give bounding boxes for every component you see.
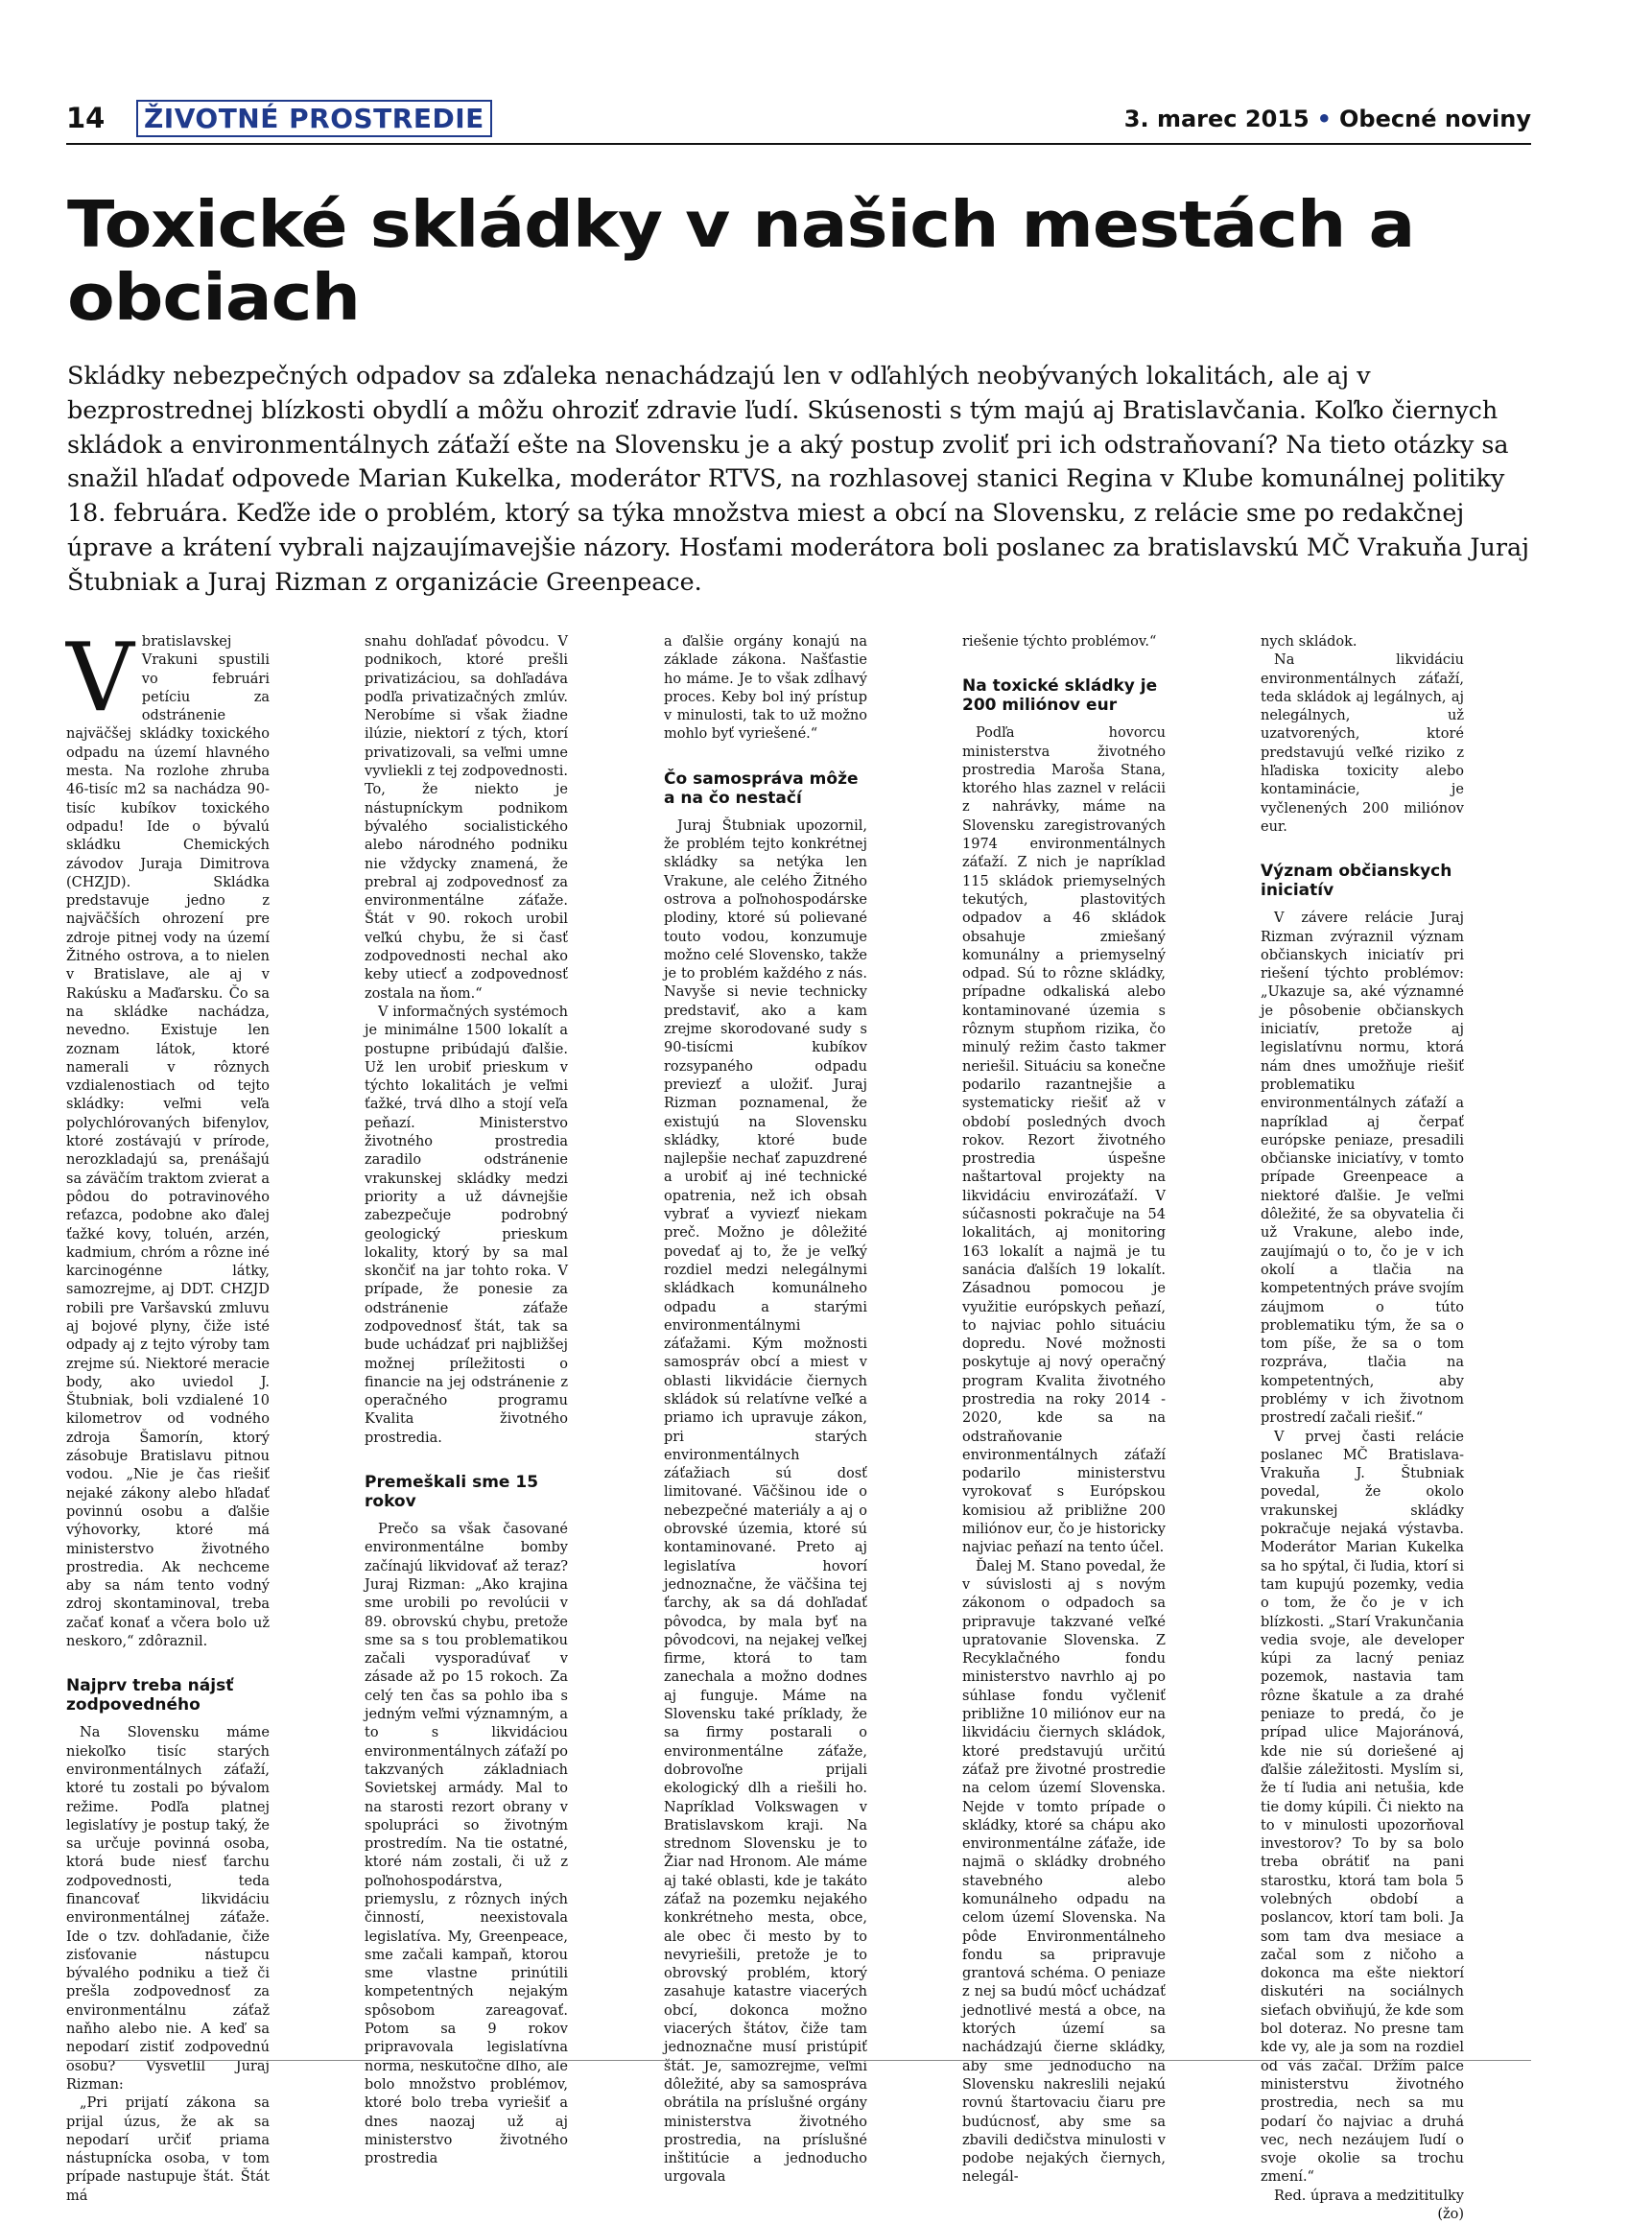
paragraph: V prvej časti relácie poslanec MČ Bratislava-Vrakuňa J. Štubniak povedal, že okolo vrakunskej skládky pokračuje nejaká výstavba. Moderátor Marian Kukelka sa ho spýtal, či ľudia, ktorí si tam kupujú pozemky, vedia o tom, že čo je v ich blízkosti. „Starí Vrakunčania vedia svoje, ale developer kúpi za lacný peniaz pozemok, nastavia tam rôzne škatule a za drahé peniaze to predá, čo je prípad ulice Majoránová, kde nie sú doriešené aj ďalšie záležitosti. Myslím si, že tí ľudia ani netušia, kde tie domy kúpili. Či niekto na to v minulosti upozorňoval investorov? To by sa bolo treba obrátiť na pani starostku, ktorá tam bola 5 volebných období a poslancov, ktorí tam boli. Ja som tam dva mesiace a začal som z ničoho a dokonca ma ešte niektorí diskutéri na sociálnych sieťach obviňujú, že kde som bol doteraz. No presne tam kde vy, ale ja som na rozdiel od vás začal. Držím palce ministerstvu životného prostredia, nech sa mu podarí čo najviac a druhá vec, nech nezáujem ľudí o svoje okolie sa trochu zmení.“ [1261, 1429, 1464, 2186]
page-number: 14 [66, 102, 106, 134]
paragraph: snahu dohľadať pôvodcu. V podnikoch, ktoré prešli privatizáciou, sa dohľadáva podľa privatizačných zmlúv. Nerobíme si však žiadne ilúzie, niektorí z tých, ktorí privatizovali, sa veľmi umne vyvliekli z tej zodpovednosti. To, že niekto je nástupníckym podnikom bývalého socialistického alebo národného podniku nie vždycky znamená, že prebral aj zodpovednosť za environmentálne záťaže. Štát v 90. rokoch urobil veľkú chybu, že si časť zodpovednosti nechal ako keby utiecť a zodpovednosť zostala na ňom.“ [365, 634, 568, 1002]
subheading: Na toxické skládky je 200 miliónov eur [962, 676, 1158, 716]
paragraph: riešenie týchto problémov.“ [962, 634, 1157, 650]
article-lead: Skládky nebezpečných odpadov sa zďaleka nenachádzajú len v odľahlých neobývaných lokalitách, ale aj v bezprostrednej blízkosti obydlí a môžu ohroziť zdravie ľudí. Skúsenosti s tým majú aj Bratislavčania. Koľko čiernych skládok a environmentálnych záťaží ešte na Slovensku je a aký postup zvoliť pri ich odstraňovaní? Na tieto otázky sa snažil hľadať odpovede Marian Kukelka, moderátor RTVS, na rozhlasovej stanici Regina v Klube komunálnej politiky 18. februára. Keďže ide o problém, ktorý sa týka množstva miest a obcí na Slovensku, z relácie sme po redakčnej úprave a krátení vybrali najzaujímavejšie názory. Hosťami moderátora boli poslanec za bratislavskú MČ Vrakuňa Juraj Štubniak a Juraj Rizman z organizácie Greenpeace. [67, 361, 1529, 596]
column-4 [962, 633, 1166, 2186]
column-3 [664, 633, 867, 2186]
section-label: ŽIVOTNÉ PROSTREDIE [136, 100, 492, 137]
paragraph: Na likvidáciu environmentálnych záťaží, teda skládok aj legálnych, aj nelegálnych, už uzatvorených, ktoré predstavujú veľké riziko z hľadiska toxicity alebo kontaminácie, je vyčlenených 200 miliónov eur. [1261, 652, 1464, 835]
subheading: Najprv treba nájsť zodpovedného [66, 1676, 234, 1715]
subheading: Premeškali sme 15 rokov [365, 1473, 539, 1512]
paragraph: Juraj Štubniak upozornil, že problém tejto konkrétnej skládky sa netýka len Vrakune, ale celého Žitného ostrova a poľnohospodárske plodiny, ktoré sú polievané touto vodou, konzumuje možno celé Slovensko, takže je to problém každého z nás. Navyše si nevie technicky predstaviť, ako a kam zrejme skorodované sudy s 90-tisícmi kubíkov rozsypaného odpadu previezť a uložiť. Juraj Rizman poznamenal, že existujú na Slovensku skládky, ktoré bude najlepšie nechať zapuzdrené a urobiť aj iné technické opatrenia, než ich obsah vybrať a vyviezť niekam preč. Možno je dôležité povedať aj to, že je veľký rozdiel medzi nelegálnymi skládkach komunálneho odpadu a starými environmentálnymi záťažami. Kým možnosti samospráv obcí a miest v oblasti likvidácie čiernych skládok sú relatívne veľké a priamo ich upravuje zákon, pri starých environmentálnych záťažiach sú dosť limitované. Väčšinou ide o nebezpečné materiály a aj o obrovské územia, ktoré sú kontaminované. Preto aj legislatíva hovorí jednoznačne, že väčšina tej ťarchy, ak sa dá dohľadať pôvodca, by mala byť na pôvodcovi, na nejakej veľkej firme, ktorá to tam zanechala a možno dodnes aj funguje. Máme na Slovensku také príklady, že sa firmy postarali o environmentálne záťaže, dobrovoľne prijali ekologický dlh a riešili ho. Napríklad Volkswagen v Bratislavskom kraji. Na strednom Slovensku je to Žiar nad Hronom. Ale máme aj také oblasti, kde je takáto záťaž na pozemku nejakého konkrétneho mesta, obce, ale obec či mesto by to nevyriešili, pretože je to obrovský problém, ktorý zasahuje katastre viacerých obcí, dokonca možno viacerých štátov, čiže tam jednoznačne musí pristúpiť štát. Je, samozrejme, veľmi dôležité, aby sa samospráva obrátila na príslušné orgány ministerstva životného prostredia, na príslušné inštitúcie a jednoducho urgovala [664, 817, 867, 2186]
paragraph: V informačných systémoch je minimálne 1500 lokalít a postupne pribúdajú ďalšie. Už len urobiť prieskum v týchto lokalitách je veľmi ťažké, trvá dlho a stojí veľa peňazí. Ministerstvo životného prostredia zaradilo odstránenie vrakunskej skládky medzi priority a už dávnejšie zabezpečuje podrobný geologický prieskum lokality, ktorý by sa mal skončiť na jar tohto roka. V prípade, že ponesie za odstránenie záťaže zodpovednosť štát, tak sa bude uchádzať pri najbližšej možnej príležitosti o financie na jej odstránenie z operačného programu Kvalita životného prostredia. [365, 1004, 568, 1446]
issue-date: 3. marec 2015 [1123, 106, 1310, 132]
paragraph: Na Slovensku máme niekoľko tisíc starých environmentálnych záťaží, ktoré tu zostali po bývalom režime. Podľa platnej legislatívy je postup taký, že sa určuje povinná osoba, ktorá bude niesť ťarchu zodpovednosti, teda financovať likvidáciu environmentálnej záťaže. Ide o tzv. dohľadanie, čiže zisťovanie nástupcu bývalého podniku a tiež či prešla zodpovednosť za environmentálnu záťaž naňho alebo nie. A keď sa nepodarí zistiť zodpovednú osobu? Vysvetlil Juraj Rizman: [66, 1725, 270, 2093]
page-header [66, 100, 1531, 142]
subheading: Význam občianskych iniciatív [1261, 862, 1452, 901]
issue-info [1124, 106, 1531, 132]
subheading: Čo samospráva môže a na čo nestačí [664, 769, 859, 808]
column-5 [1261, 633, 1464, 2223]
author-initials: (žo) [1437, 2207, 1464, 2223]
drop-cap: V [66, 624, 134, 733]
paragraph: V závere relácie Juraj Rizman zvýraznil význam občianskych iniciatív pri riešení týchto problémov: „Ukazuje sa, aké významné je pôsobenie občianskych iniciatív, pretože aj legislatívnu normu, ktorá nám dnes umožňuje riešiť problematiku environmentálnych záťaží a napríklad aj čerpať európske peniaze, presadili občianske iniciatívy, v tomto prípade Greenpeace a niektoré ďalšie. Je veľmi dôležité, že sa obyvatelia či už Vrakune, alebo inde, zaujímajú o to, čo je v ich okolí a tlačia na kompetentných práve svojím záujmom o túto problematiku tým, že sa o tom píše, že sa o tom rozpráva, tlačia na kompetentných, aby problémy v ich životnom prostredí začali riešiť.“ [1261, 911, 1464, 1427]
paragraph: a ďalšie orgány konajú na základe zákona. Našťastie ho máme. Je to však zdĺhavý proces. Keby bol iný prístup v minulosti, tak to už možno mohlo byť vyriešené.“ [664, 634, 867, 743]
publication-name: Obecné noviny [1339, 106, 1531, 132]
column-2 [365, 633, 568, 2167]
paragraph: Podľa hovorcu ministerstva životného prostredia Maroša Stana, ktorého hlas zaznel v relácii z nahrávky, máme na Slovensku zaregistrovaných 1974 environmentálnych záťaží. Z nich je napríklad 115 skládok priemyselných tekutých, plastovitých odpadov a 46 skládok obsahuje zmiešaný komunálny a priemyselný odpad. Sú to rôzne skládky, prípadne odkaliská alebo kontaminované územia s rôznym stupňom rizika, čo minulý režim často takmer neriešil. Situáciu sa konečne podarilo razantnejšie a systematicky riešiť až v období posledných dvoch rokov. Rezort životného prostredia úspešne naštartoval projekty na likvidáciu envirozáťaží. V súčasnosti pokračuje na 54 lokalitách, aj monitoring 163 lokalít a najmä je tu sanácia ďalších 19 lokalít. Zásadnou pomocou je využitie európskych peňazí, to najviac pohlo situáciu dopredu. Nové možnosti poskytuje aj nový operačný program Kvalita životného prostredia na roky 2014 - 2020, kde sa na odstraňovanie environmentálnych záťaží podarilo ministerstvu vyrokovať s Európskou komisiou až približne 200 miliónov eur, čo je historicky najviac peňazí na tento účel. [962, 725, 1166, 1556]
column-1 [66, 624, 270, 2204]
paragraph: nych skládok. [1261, 634, 1357, 650]
paragraph: bratislavskej Vrakuni spustili vo februári petíciu za odstránenie najväčšej skládky toxického odpadu na území hlavného mesta. Na rozlohe zhruba 46-tisíc m2 sa nachádza 90-tisíc kubíkov toxického odpadu! Ide o bývalú skládku Chemických závodov Juraja Dimitrova (CHZJD). Skládka predstavuje jedno z najväčších ohrození pre zdroje pitnej vody na území Žitného ostrova, a to nielen v Bratislave, ale aj v Rakúsku a Maďarsku. Čo sa na skládke nachádza, nevedno. Existuje len zoznam látok, ktoré namerali v rôznych vzdialenostiach od tejto skládky: veľmi veľa polychlórovaných bifenylov, ktoré zostávajú v prírode, nerozkladajú sa, prenášajú sa záväčím traktom zvierat a pôdou do potravinového reťazca, podobne ako ďalej ťažké kovy, toluén, arzén, kadmium, chróm a rôzne iné karcinogénne látky, samozrejme, aj DDT. CHZJD robili pre Varšavskú zmluvu aj bojové plyny, čiže isté odpady aj z tejto výroby tam zrejme sú. Niektoré meracie body, ako uviedol J. Štubniak, boli vzdialené 10 kilometrov od vodného zdroja Šamorín, ktorý zásobuje Bratislavu pitnou vodou. „Nie je čas riešiť nejaké zákony alebo hľadať povinnú osobu a ďalšie výhovorky, ktoré má ministerstvo životného prostredia. Ak nechceme aby sa nám tento vodný zdroj skontaminoval, treba začať konať a včera bolo už neskoro,“ zdôraznil. [66, 634, 270, 1650]
paragraph: Prečo sa však časované environmentálne bomby začínajú likvidovať až teraz? Juraj Rizman: „Ako krajina sme urobili po revolúcii v 89. obrovskú chybu, pretože sme sa s tou problematikou začali vysporadúvať v zásade až po 15 rokoch. Za celý ten čas sa pohlo iba s jedným veľmi významným, a to s likvidáciou environmentálnych záťaží po takzvaných základniach Sovietskej armády. Mal to na starosti rezort obrany v spolupráci so životným prostredím. Na tie ostatné, ktoré nám zostali, či už z poľnohospodárstva, priemyslu, z rôznych iných činností, neexistovala legislatíva. My, Greenpeace, sme začali kampaň, ktorou sme vlastne prinútili kompetentných nejakým spôsobom zareagovať. Potom sa 9 rokov pripravovala legislatívna norma, neskutočne dlho, ale bolo množstvo problémov, ktoré bolo treba vyriešiť a dnes naozaj už aj ministerstvo životného prostredia [365, 1522, 568, 2167]
editorial-credit: Red. úprava a medzititulky [1273, 2188, 1464, 2204]
header-rule [66, 143, 1531, 145]
paragraph: Ďalej M. Stano povedal, že v súvislosti aj s novým zákonom o odpadoch sa pripravuje takzvané veľké upratovanie Slovenska. Z Recyklačného fondu ministerstvo navrhlo aj po súhlase fondu vyčleniť približne 10 miliónov eur na likvidáciu čiernych skládok, ktoré predstavujú určitú záťaž pre životné prostredie na celom území Slovenska. Nejde v tomto prípade o skládky, ktoré sa chápu ako environmentálne záťaže, ide najmä o skládky drobného stavebného alebo komunálneho odpadu na celom území Slovenska. Na pôde Environmentálneho fondu sa pripravuje grantová schéma. O peniaze z nej sa budú môcť uchádzať jednotlivé mestá a obce, na ktorých území sa nachádzajú čierne skládky, aby sme jednoducho na Slovensku nakreslili nejakú rovnú štartovaciu čiaru pre budúcnosť, aby sme sa zbavili dedičstva minulosti v podobe nejakých čiernych, nelegál- [962, 1558, 1166, 2186]
footer-rule [66, 2060, 1531, 2061]
separator-dot-icon: • [1316, 106, 1333, 132]
paragraph: „Pri prijatí zákona sa prijal úzus, že ak sa nepodarí určiť priama nástupnícka osoba, v tom prípade nastupuje štát. Štát má [66, 2095, 270, 2204]
article-headline: Toxické skládky v našich mestách a obciach [67, 187, 1415, 335]
